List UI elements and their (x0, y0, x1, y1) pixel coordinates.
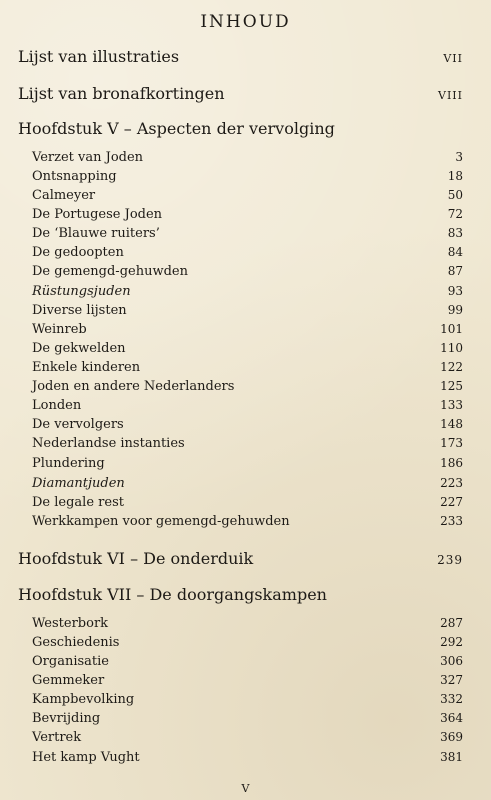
toc-subentry-page: 227 (440, 495, 463, 509)
toc-subentry-page: 186 (440, 456, 463, 470)
toc-subentry-page: 125 (440, 379, 463, 393)
toc-subentry-page: 173 (440, 436, 463, 450)
toc-subentry-label: Calmeyer (32, 188, 96, 203)
toc-subentry-page: 83 (447, 226, 463, 240)
toc-subentry-label: Vertrek (32, 730, 82, 745)
toc-subentry-page: 50 (447, 188, 463, 202)
toc-subentry-label: Westerbork (32, 616, 109, 631)
toc-subentry-page: 101 (440, 322, 463, 336)
toc-subentry-label: Enkele kinderen (32, 360, 141, 375)
toc-subentry-page: 364 (440, 711, 463, 725)
toc-subentry-page: 223 (440, 476, 463, 490)
toc-subentry-label: Organisatie (32, 654, 109, 669)
toc-entry-label: Lijst van illustraties (18, 47, 180, 66)
toc-subentry-page: 110 (440, 341, 463, 355)
toc-subentry-label: De vervolgers (32, 417, 124, 432)
toc-subentry-label: Gemmeker (32, 673, 105, 688)
chapter-heading-label: Hoofdstuk VII – De doorgangskampen (18, 585, 327, 604)
toc-subentry-page: 84 (447, 245, 463, 259)
toc-subentry-label: Verzet van Joden (32, 150, 144, 165)
toc-subentry-label: Londen (32, 398, 82, 413)
toc-subentry-label: Weinreb (32, 322, 87, 337)
toc-subentry-page: 133 (440, 398, 463, 412)
toc-subentry-label: Joden en andere Nederlanders (32, 379, 235, 394)
toc-subentry-page: 306 (440, 654, 463, 668)
toc-subentry-page: 87 (447, 264, 463, 278)
toc-subentry-page: 287 (440, 616, 463, 630)
toc-subentry-label: Diverse lijsten (32, 303, 127, 318)
toc-subentry-label: De gemengd-gehuwden (32, 264, 188, 279)
toc-subentry-label: De legale rest (32, 495, 124, 510)
toc-subentry-label: Kampbevolking (32, 692, 135, 707)
toc-subentry-page: 93 (447, 284, 463, 298)
toc-subentry-label: Diamantjuden (32, 476, 125, 491)
toc-subentry-page: 99 (447, 303, 463, 317)
toc-subentry-label: Het kamp Vught (32, 750, 140, 765)
toc-entry-page: VII (443, 52, 463, 65)
chapter-heading-label: Hoofdstuk V – Aspecten der vervolging (18, 119, 335, 138)
page-title: INHOUD (200, 12, 291, 32)
toc-subentry-label: De Portugese Joden (32, 207, 163, 222)
toc-subentry-page: 327 (440, 673, 463, 687)
toc-subentry-label: Bevrijding (32, 711, 101, 726)
toc-subentry-page: 332 (440, 692, 463, 706)
toc-subentry-label: Ontsnapping (32, 169, 117, 184)
toc-subentry-page: 148 (440, 417, 463, 431)
chapter-heading-label: Hoofdstuk VI – De onderduik (18, 549, 254, 568)
page-number: V (241, 782, 250, 795)
toc-subentry-page: 3 (455, 150, 463, 164)
toc-subentry-label: Plundering (32, 456, 105, 471)
toc-subentry-page: 233 (440, 514, 463, 528)
toc-subentry-page: 292 (440, 635, 463, 649)
toc-entry-page: VIII (438, 89, 463, 102)
toc-subentry-label: Werkkampen voor gemengd-gehuwden (32, 514, 290, 529)
toc-subentry-page: 122 (440, 360, 463, 374)
toc-subentry-label: Geschiedenis (32, 635, 120, 650)
toc-subentry-label: Nederlandse instanties (32, 436, 185, 451)
toc-subentry-label: De gedoopten (32, 245, 124, 260)
chapter-heading-page: 239 (437, 553, 463, 567)
toc-subentry-label: Rüstungsjuden (32, 284, 131, 299)
toc-subentry-label: De ‘Blauwe ruiters’ (32, 226, 160, 241)
toc-subentry-label: De gekwelden (32, 341, 126, 356)
toc-subentry-page: 369 (440, 730, 463, 744)
toc-entry-label: Lijst van bronafkortingen (18, 84, 225, 103)
toc-subentry-page: 18 (447, 169, 463, 183)
toc-subentry-page: 381 (440, 750, 463, 764)
toc-subentry-page: 72 (447, 207, 463, 221)
